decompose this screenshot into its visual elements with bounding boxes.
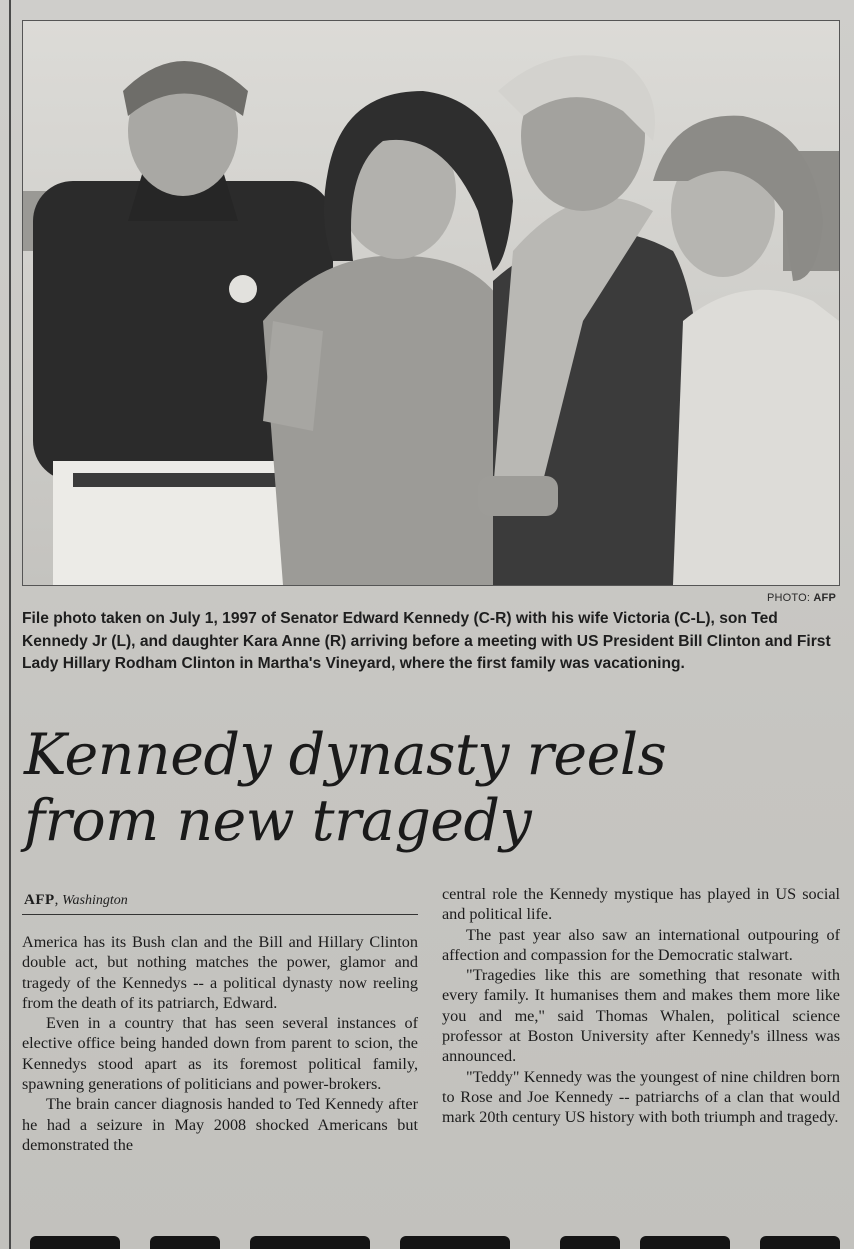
photo-credit-prefix: PHOTO: bbox=[766, 592, 811, 604]
byline-rule bbox=[22, 914, 418, 915]
paragraph: The past year also saw an international outpouring of affection and compassion for the Democratic stalwart. bbox=[442, 925, 840, 964]
paragraph: central role the Kennedy mystique has played in US social and political life. bbox=[442, 885, 840, 924]
article-column-2 bbox=[442, 884, 840, 1128]
column-rule bbox=[9, 0, 11, 1249]
photo-credit-source: AFP bbox=[813, 592, 836, 604]
next-headline-cutoff bbox=[0, 1234, 854, 1249]
photo-credit bbox=[767, 592, 836, 604]
byline: AFP, Washington bbox=[24, 892, 128, 908]
byline-agency: AFP bbox=[24, 892, 55, 908]
photo-caption: File photo taken on July 1, 1997 of Senator Edward Kennedy (C-R) with his wife Victoria (C-L), son Ted Kennedy Jr (L), and daughter Kara Anne (R) arriving before a meeting with US President Bill Clinton and First Lady Hillary Rodham Clinton in Martha's Vineyard, where the first family was vacationing. bbox=[22, 610, 831, 672]
headline-line-1: Kennedy dynasty reels bbox=[24, 722, 667, 788]
news-photo bbox=[22, 20, 840, 586]
article-column-1 bbox=[22, 932, 418, 1155]
paragraph: Even in a country that has seen several instances of elective office being handed down from parent to scion, the Kennedys stood apart as its foremost political family, spawning generations of politicians and power-brokers. bbox=[22, 1014, 418, 1094]
paragraph: "Tragedies like this are something that resonate with every family. It humanises them and makes them more like you and me," said Thomas Whalen, political science professor at Boston University after Kennedy's illness was announced. bbox=[442, 966, 840, 1066]
paragraph: "Teddy" Kennedy was the youngest of nine children born to Rose and Joe Kennedy -- patriarchs of a clan that would mark 20th century US history with both triumph and tragedy. bbox=[442, 1067, 840, 1127]
paragraph: The brain cancer diagnosis handed to Ted Kennedy after he had a seizure in May 2008 shocked Americans but demonstrated the bbox=[22, 1095, 418, 1154]
headline bbox=[24, 722, 834, 854]
headline-line-2: from new tragedy bbox=[24, 788, 532, 854]
byline-place: Washington bbox=[62, 893, 128, 908]
paragraph: America has its Bush clan and the Bill and Hillary Clinton double act, but nothing matches the power, glamor and tragedy of the Kennedys -- a political dynasty now reeling from the death of its patriarch, Edward. bbox=[22, 933, 418, 1012]
